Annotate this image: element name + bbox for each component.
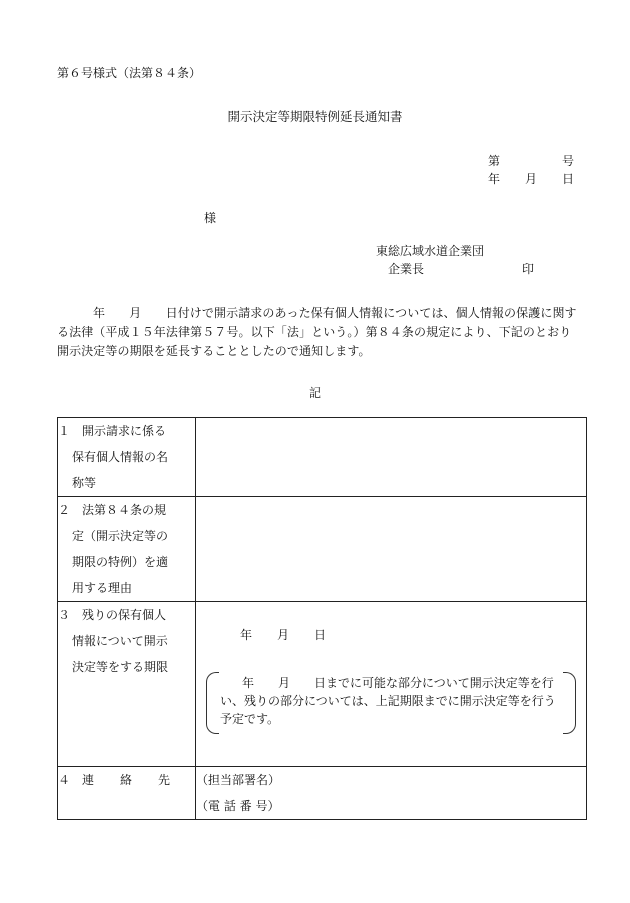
row2-label xyxy=(58,497,196,602)
row3-label xyxy=(58,602,196,767)
note-line-3: 予定です。 xyxy=(220,712,280,726)
row1-number: １ xyxy=(58,424,71,438)
sender-head: 企業長 xyxy=(388,262,425,276)
contact-phone: （電 話 番 号） xyxy=(196,799,280,813)
row3-value[interactable] xyxy=(196,602,587,767)
table-row xyxy=(58,767,587,820)
row4-value[interactable] xyxy=(196,767,587,820)
addressee-honorific: 様 xyxy=(204,211,217,225)
reference-number-suffix: 号 xyxy=(561,154,574,168)
issue-date-month: 月 xyxy=(524,172,537,186)
bracketed-note-text xyxy=(220,674,570,728)
bracketed-note xyxy=(206,672,576,734)
left-bracket xyxy=(206,672,219,734)
row1-label xyxy=(58,418,196,497)
issue-date xyxy=(488,170,574,187)
row4-label-3: 先 xyxy=(158,773,171,787)
row3-label-a: 残りの保有個人 xyxy=(82,608,167,622)
reference-number-prefix: 第 xyxy=(488,154,501,168)
table-row xyxy=(58,602,587,767)
row2-number: ２ xyxy=(58,503,71,517)
row1-label-a: 開示請求に係る xyxy=(82,424,167,438)
contact-department: （担当部署名） xyxy=(196,773,281,787)
row1-label-b: 保有個人情報の名 xyxy=(72,450,169,464)
row3-number: ３ xyxy=(58,608,71,622)
row4-label-2: 絡 xyxy=(120,773,133,787)
notice-body-line-3: 開示決定等の期限を延長することとしたので通知します。 xyxy=(57,344,371,358)
deadline-day: 日 xyxy=(314,628,327,642)
note-line-1: 年 月 日までに可能な部分について開示決定等を行 xyxy=(242,676,554,690)
document-title: 開示決定等期限特例延長通知書 xyxy=(227,109,403,124)
note-line-2: い、残りの部分については、上記期限までに開示決定等を行う xyxy=(220,694,556,708)
deadline-date xyxy=(240,622,351,648)
row3-label-b: 情報について開示 xyxy=(72,634,168,648)
row3-label-c: 決定等をする期限 xyxy=(72,660,169,674)
record-table xyxy=(57,417,587,820)
row1-label-c: 称等 xyxy=(72,476,97,490)
issue-date-year: 年 xyxy=(488,172,501,186)
deadline-year: 年 xyxy=(240,628,253,642)
row4-number: ４ xyxy=(58,773,71,787)
ki-heading: 記 xyxy=(308,386,321,400)
row2-label-d: 用する理由 xyxy=(72,581,133,595)
reference-number xyxy=(488,152,574,169)
deadline-month: 月 xyxy=(277,628,290,642)
table-row xyxy=(58,497,587,602)
notice-body xyxy=(57,304,587,361)
notice-body-line-2: る法律（平成１５年法律第５７号。以下「法」という。）第８４条の規定により、下記のとおり xyxy=(57,325,572,339)
row2-label-a: 法第８４条の規 xyxy=(82,503,167,517)
row2-label-c: 期限の特例）を適 xyxy=(72,555,169,569)
notice-body-line-1: 年 月 日付けで開示請求のあった保有個人情報については、個人情報の保護に関す xyxy=(93,306,577,320)
issue-date-day: 日 xyxy=(561,172,574,186)
sender-organization: 東総広域水道企業団 xyxy=(376,244,485,258)
row2-value[interactable] xyxy=(196,497,587,602)
row4-label xyxy=(58,767,196,820)
form-number: 第６号様式（法第８４条） xyxy=(57,66,202,80)
table-row xyxy=(58,418,587,497)
row1-value[interactable] xyxy=(196,418,587,497)
row2-label-b: 定（開示決定等の xyxy=(72,529,169,543)
row4-label-1: 連 xyxy=(82,773,95,787)
seal-mark: 印 xyxy=(522,262,535,276)
